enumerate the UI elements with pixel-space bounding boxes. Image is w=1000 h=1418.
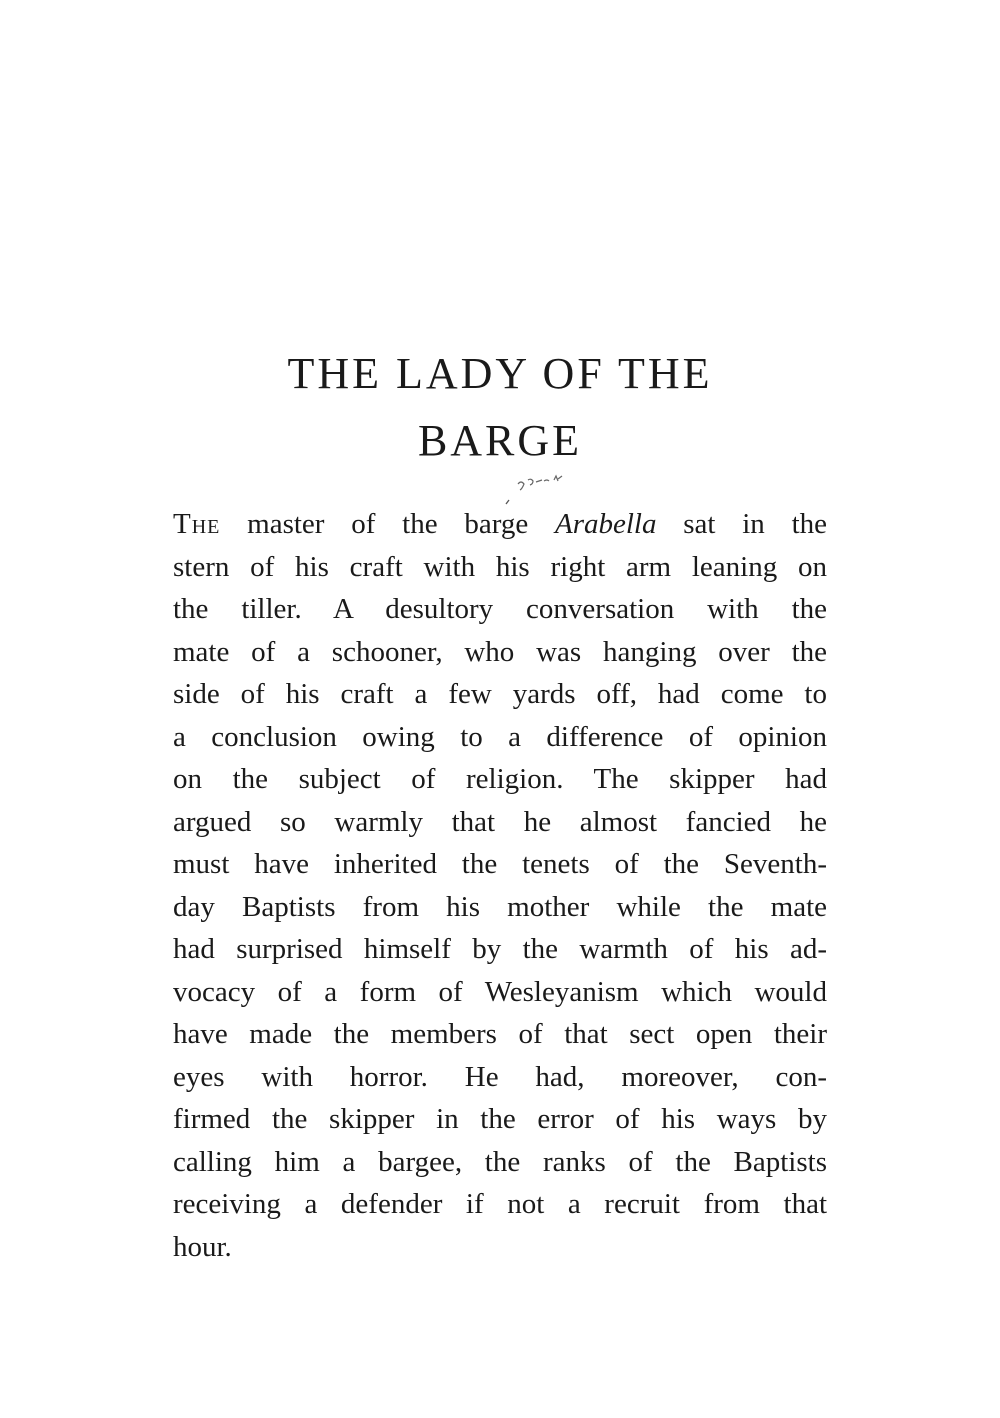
body-line: day Baptists from his mother while the mate <box>173 890 827 923</box>
body-line: must have inherited the tenets of the Seventh- <box>173 848 827 880</box>
body-line: mate of a schooner, who was hanging over the <box>173 635 827 668</box>
body-line: argued so warmly that he almost fancied he <box>173 805 827 838</box>
body-line: had surprised himself by the warmth of his ad- <box>173 933 827 965</box>
body-line: receiving a defender if not a recruit from that <box>173 1188 827 1220</box>
body-line: have made the members of that sect open their <box>173 1018 827 1050</box>
body-line: a conclusion owing to a difference of opinion <box>173 720 827 753</box>
body-line: eyes with horror. He had, moreover, con- <box>173 1060 827 1093</box>
chapter-title-line-1: THE LADY OF THE <box>287 349 713 398</box>
body-line: calling him a bargee, the ranks of the Baptists <box>173 1145 827 1178</box>
vessel-name: Arabella <box>555 508 657 540</box>
body-paragraph <box>173 503 827 1268</box>
dropcap-word: The <box>173 508 221 540</box>
body-line: firmed the skipper in the error of his ways by <box>173 1103 827 1135</box>
chapter-title-line-2: BARGE <box>417 416 583 465</box>
body-line-last: hour. <box>173 1230 232 1263</box>
body-line: vocacy of a form of Wesleyanism which would <box>173 975 827 1008</box>
body-line: side of his craft a few yards off, had come to <box>173 678 827 710</box>
body-line: the tiller. A desultory conversation with the <box>173 593 827 625</box>
body-line: on the subject of religion. The skipper had <box>173 763 827 795</box>
body-line: stern of his craft with his right arm leaning on <box>173 550 827 583</box>
body-line-1: The master of the barge Arabella sat in the <box>173 508 828 540</box>
